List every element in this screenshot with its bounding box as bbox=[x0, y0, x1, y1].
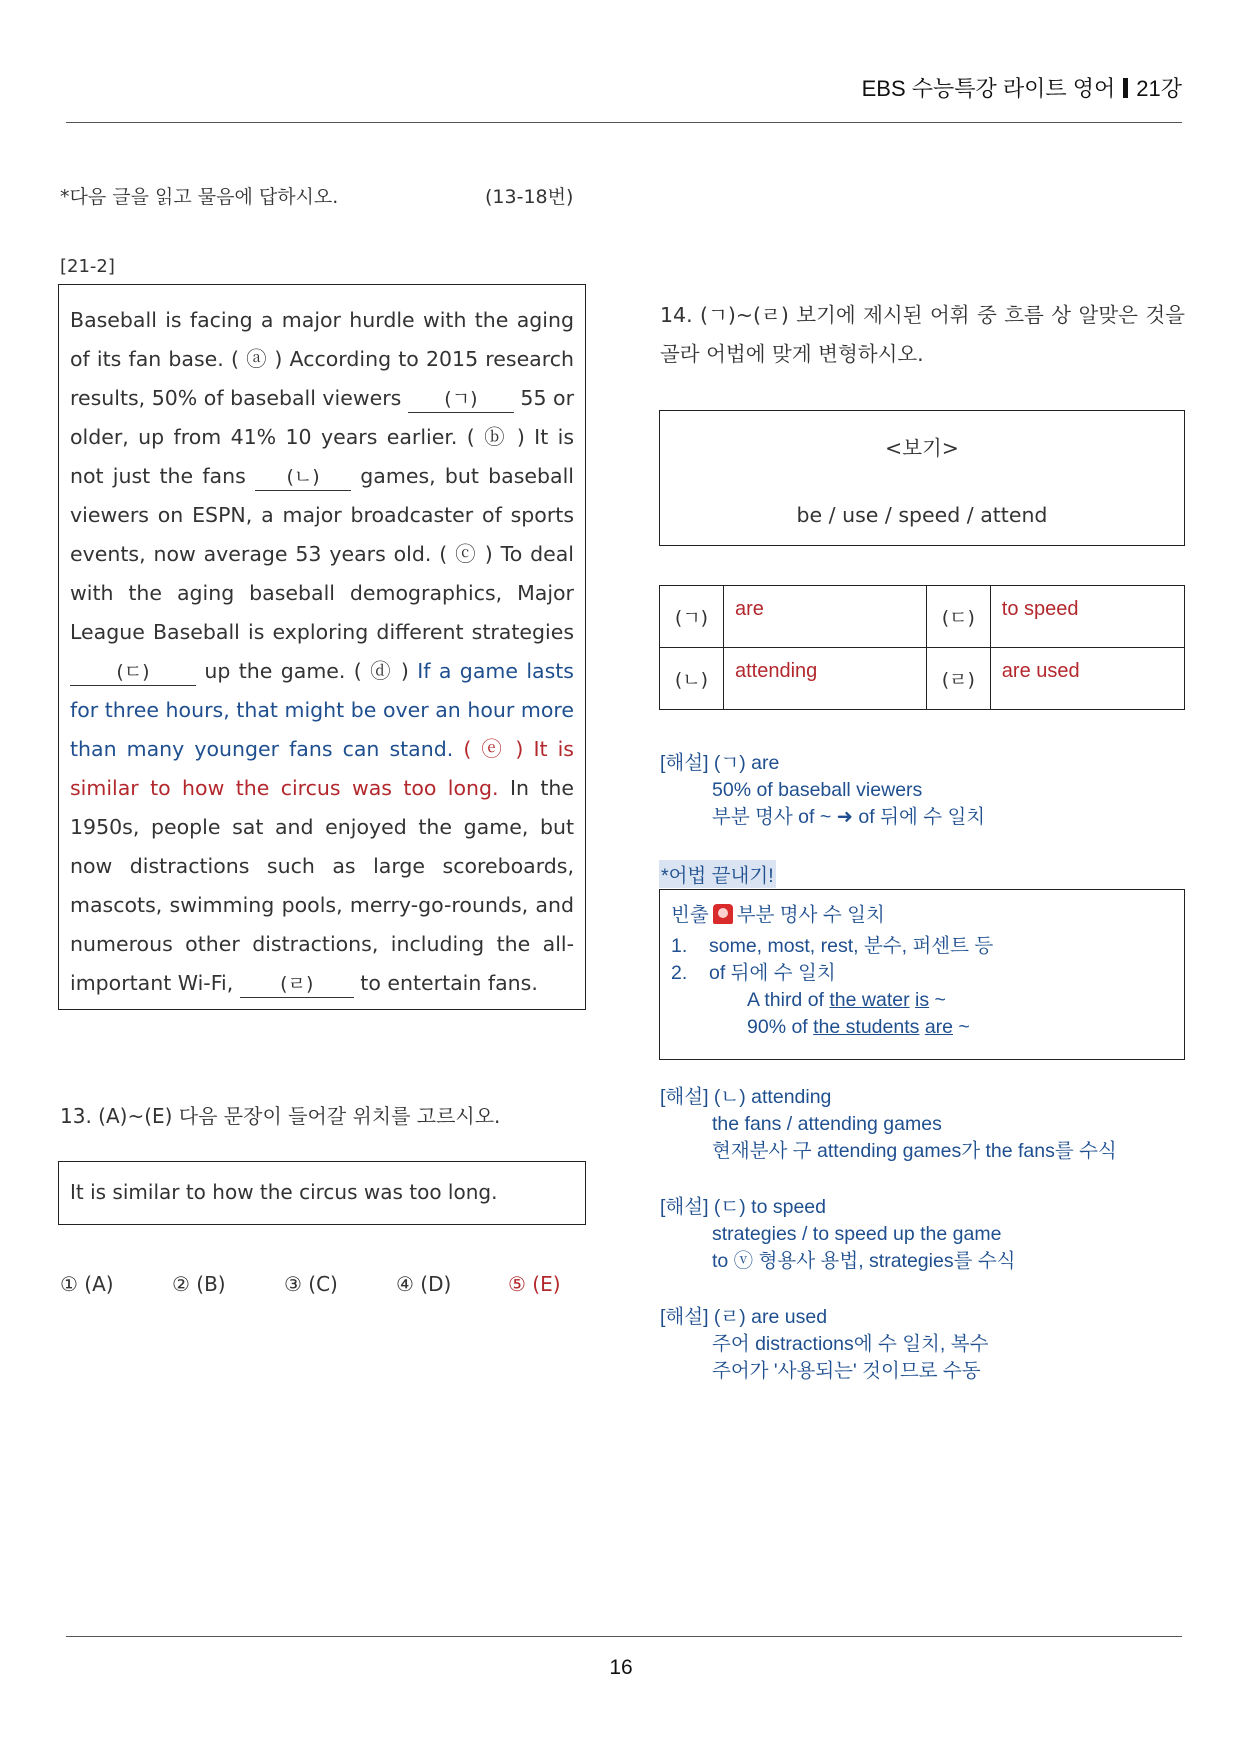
bogi-words: be / use / speed / attend bbox=[796, 503, 1048, 527]
header-lesson: 21강 bbox=[1136, 76, 1182, 101]
example-text: 90% of bbox=[747, 1016, 814, 1038]
explanation-line: strategies / to speed up the game bbox=[712, 1223, 1002, 1245]
passage-sentence-8: to entertain fans. bbox=[360, 971, 538, 995]
tip-item-number: 2. bbox=[671, 962, 688, 984]
footer-rule bbox=[66, 1636, 1182, 1637]
tip-item-text: some, most, rest, 분수, 퍼센트 등 bbox=[709, 935, 994, 957]
answer-value: are used bbox=[990, 648, 1184, 710]
tip-item-2 bbox=[671, 960, 1173, 987]
explanation-line: the fans / attending games bbox=[712, 1113, 942, 1135]
answer-value: attending bbox=[724, 648, 927, 710]
explanation-head: [해설] (ㄱ) are bbox=[660, 752, 780, 774]
blank-rieul: (ㄹ) bbox=[240, 971, 354, 998]
choice-b[interactable]: ② (B) bbox=[172, 1272, 226, 1296]
choice-d[interactable]: ④ (D) bbox=[396, 1272, 452, 1296]
question-14: 14. (ㄱ)~(ㄹ) 보기에 제시된 어휘 중 흐름 상 알맞은 것을 골라 어법에 맞게 변형하시오. bbox=[660, 303, 1185, 366]
tip-box bbox=[659, 889, 1185, 1060]
header-separator bbox=[1123, 78, 1128, 98]
choice-e-answer[interactable]: ⑤ (E) bbox=[508, 1272, 561, 1296]
question-13-sentence-box bbox=[58, 1161, 586, 1225]
answer-value: are bbox=[724, 586, 927, 648]
answer-table bbox=[659, 585, 1185, 710]
answer-key: (ㄹ) bbox=[926, 648, 990, 710]
table-row bbox=[660, 648, 1185, 710]
example-text: ~ bbox=[929, 989, 946, 1011]
explanation-head: [해설] (ㄴ) attending bbox=[660, 1086, 832, 1108]
passage-highlight-blue: If a game lasts for three hours, that might be over an hour more than many younger fans can stand. bbox=[70, 659, 574, 761]
header-title: EBS 수능특강 라이트 영어 bbox=[861, 76, 1116, 101]
passage-sentence-4: up the game. ( ⓓ ) bbox=[204, 659, 409, 683]
instruction-text: *다음 글을 읽고 물음에 답하시오. bbox=[60, 186, 339, 208]
passage-box bbox=[58, 284, 586, 1010]
table-row bbox=[660, 586, 1185, 648]
passage-highlight-red: ( ⓔ ) It is similar to how the circus was too long. bbox=[70, 737, 574, 800]
tip-head bbox=[671, 902, 1173, 929]
blank-digeut: (ㄷ) bbox=[70, 659, 196, 686]
answer-value: to speed bbox=[990, 586, 1184, 648]
blank-nieun: (ㄴ) bbox=[255, 464, 351, 491]
passage-sentence-7: In the 1950s, people sat and enjoyed the game, but now distractions such as large scoreboards, mascots, swimming pools, merry-go-rounds, and numerous other distractions, including the all-important Wi-Fi, bbox=[70, 776, 574, 995]
passage-sentence-1: Baseball is facing a major hurdle with the aging of its fan base. ( ⓐ ) According to 2015 research results, 50% of baseball viewers bbox=[70, 308, 574, 410]
passage-sentence-2: 55 or older, up from 41% 10 years earlier. ( ⓑ ) It is not just the fans bbox=[70, 386, 574, 488]
page-number: 16 bbox=[609, 1656, 633, 1679]
question-range: (13-18번) bbox=[485, 186, 574, 208]
explanation-rieul bbox=[660, 1304, 988, 1385]
answer-key: (ㄱ) bbox=[660, 586, 724, 648]
siren-icon bbox=[713, 904, 733, 924]
explanation-line: 주어가 '사용되는' 것이므로 수동 bbox=[712, 1360, 981, 1382]
explanation-line: 주어 distractions에 수 일치, 복수 bbox=[712, 1333, 989, 1355]
explanation-line: 50% of baseball viewers bbox=[712, 779, 923, 801]
passage-reference: [21-2] bbox=[60, 256, 115, 277]
explanation-giyeok bbox=[660, 750, 985, 831]
tip-item-text: of 뒤에 수 일치 bbox=[709, 962, 836, 984]
explanation-line: 부분 명사 of ~ ➜ of 뒤에 수 일치 bbox=[712, 806, 986, 828]
tip-item-number: 1. bbox=[671, 935, 688, 957]
example-text: ~ bbox=[953, 1016, 970, 1038]
explanation-line: to ⓥ 형용사 용법, strategies를 수식 bbox=[712, 1250, 1016, 1272]
answer-key: (ㄴ) bbox=[660, 648, 724, 710]
page-header bbox=[862, 72, 1182, 103]
bogi-title: <보기> bbox=[885, 436, 959, 460]
explanation-head: [해설] (ㄷ) to speed bbox=[660, 1196, 826, 1218]
tip-head-topic: 부분 명사 수 일치 bbox=[736, 904, 885, 926]
example-underline: is bbox=[915, 989, 930, 1011]
answer-key: (ㄷ) bbox=[926, 586, 990, 648]
question-13: 13. (A)~(E) 다음 문장이 들어갈 위치를 고르시오. bbox=[60, 1104, 501, 1128]
tip-example-2 bbox=[671, 1014, 1173, 1041]
example-underline: the water bbox=[829, 989, 910, 1011]
explanation-line: 현재분사 구 attending games가 the fans를 수식 bbox=[712, 1140, 1117, 1162]
passage-sentence-3: games, but baseball viewers on ESPN, a major broadcaster of sports events, now average 53 years old. ( ⓒ ) To deal with the aging baseball demographics, Major League Baseball is exploring different strategies bbox=[70, 464, 575, 644]
header-rule bbox=[66, 122, 1182, 123]
choice-a[interactable]: ① (A) bbox=[60, 1272, 114, 1296]
passage-text bbox=[70, 301, 574, 1003]
explanation-digeut bbox=[660, 1194, 1016, 1275]
choice-c[interactable]: ③ (C) bbox=[284, 1272, 338, 1296]
tip-example-1 bbox=[671, 987, 1173, 1014]
example-text: A third of bbox=[747, 989, 830, 1011]
tip-title: *어법 끝내기! bbox=[659, 860, 776, 888]
blank-giyeok: (ㄱ) bbox=[408, 386, 514, 413]
explanation-nieun bbox=[660, 1084, 1117, 1165]
bogi-box bbox=[659, 410, 1185, 546]
tip-item-1 bbox=[671, 933, 1173, 960]
explanation-head: [해설] (ㄹ) are used bbox=[660, 1306, 828, 1328]
example-underline: are bbox=[924, 1016, 953, 1038]
question-13-sentence: It is similar to how the circus was too long. bbox=[70, 1180, 498, 1204]
tip-head-label: 빈출 bbox=[671, 904, 709, 926]
example-underline: the students bbox=[813, 1016, 920, 1038]
